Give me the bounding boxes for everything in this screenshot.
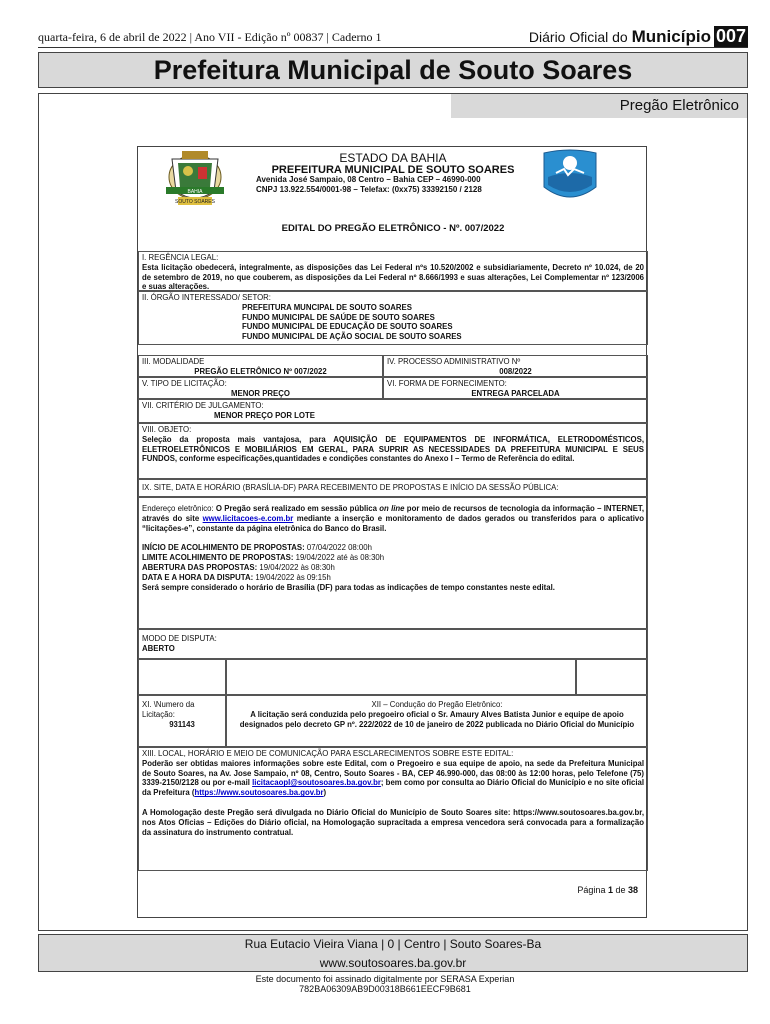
section-conducao xyxy=(226,695,648,747)
regencia-label: I. REGÊNCIA LEGAL: xyxy=(142,253,219,262)
tipo-label: V. TIPO DE LICITAÇÃO: xyxy=(142,379,227,388)
diario-name: Município xyxy=(631,27,711,46)
tipo-value: MENOR PREÇO xyxy=(231,388,290,398)
diario-prefix: Diário Oficial do xyxy=(528,29,628,45)
modo-value: ABERTO xyxy=(142,643,175,653)
esclarecimentos-text: ; bem como por consulta ao Diário Oficial do Município e no site oficial da Prefeitura ( xyxy=(142,778,644,798)
edital-document xyxy=(137,146,647,918)
licitacoes-link[interactable]: www.licitacoes-e.com.br xyxy=(202,513,294,523)
schedule-line xyxy=(142,553,644,563)
section-objeto xyxy=(138,423,648,479)
endereco-text: por meio de recursos de tecnologia da informação – INTERNET, através do site xyxy=(142,504,644,523)
page-number-badge: 007 xyxy=(715,26,746,46)
page-label: Página xyxy=(577,885,608,895)
criterio-value: MENOR PREÇO POR LOTE xyxy=(214,410,315,420)
esclarecimentos-paragraph xyxy=(142,759,644,798)
orgao-item: FUNDO MUNICIPAL DE AÇÃO SOCIAL DE SOUTO SOARES xyxy=(242,332,462,342)
signature-hash: 782BA06309AB9D00318B661EECF9B681 xyxy=(299,984,471,994)
timezone-note: Será sempre considerado o horário de Brasília (DF) para todas as indicações de tempo constantes neste edital. xyxy=(142,582,555,592)
page-of: de xyxy=(612,885,628,895)
numero-label: XI. \Numero da Licitação: xyxy=(142,700,195,719)
objeto-text: Seleção da proposta mais vantajosa, para AQUISIÇÃO DE EQUIPAMENTOS DE INFORMÁTICA, ELETRODOMÉSTICOS, ELETROELETRÔNICOS E MOBILIÁRIOS EM GERAL, PARA SUPRIR AS NECESSIDADES DA PREFEITURA MUNICIPAL E SEUS FUNDOS, conforme especificações,quantidades e condições constantes do Anexo I – Termo de Referência do edital. xyxy=(142,434,644,464)
esclarecimentos-text: Poderão ser obtidas maiores informações sobre este Edital, com o Pregoeiro e sua equipe de apoio, na sede da Prefeitura Municipal de Souto Soares, na Av. Jose Sampaio, nº 08, Centro, Souto Soares - BA, CEP 46.990-000, das 08:00 às 12:00 horas, pelo Telefone (75) 3339-2150/2128 ou por e-mail xyxy=(142,758,644,788)
section-tipo xyxy=(138,377,383,399)
signature-line: Este documento foi assinado digitalmente por SERASA Experian xyxy=(255,974,515,984)
empty-cell xyxy=(138,659,226,695)
page-footer xyxy=(38,934,748,972)
section-regencia xyxy=(138,251,648,291)
signature-block xyxy=(0,974,770,994)
page-total: 38 xyxy=(627,885,638,895)
schedule-value: 07/04/2022 08:00h xyxy=(304,543,372,553)
page-current: 1 xyxy=(607,885,613,895)
schedule-line xyxy=(142,543,644,553)
endereco-text: O Pregão será realizado em sessão pública xyxy=(215,504,380,513)
esclarecimentos-label: XIII. LOCAL, HORÁRIO E MEIO DE COMUNICAÇÃO PARA ESCLARECIMENTOS SOBRE ESTE EDITAL: xyxy=(142,749,514,758)
prefeitura-heading: PREFEITURA MUNICIPAL DE SOUTO SOARES xyxy=(271,164,515,176)
crest-band-text: BAHIA xyxy=(187,189,203,195)
empty-cell xyxy=(226,659,576,695)
section-criterio xyxy=(138,399,648,423)
forma-value: ENTREGA PARCELADA xyxy=(471,388,560,398)
schedule-label: DATA E A HORA DA DISPUTA: xyxy=(142,572,254,582)
schedule-line xyxy=(142,563,644,573)
diario-brand xyxy=(529,26,748,47)
doc-page-indicator xyxy=(577,885,638,895)
conducao-label: XII – Condução do Pregão Eletrônico: xyxy=(371,700,503,709)
orgao-label: II. ÓRGÃO INTERESSADO/ SETOR: xyxy=(142,293,271,302)
online-text: on line xyxy=(379,504,405,513)
section-label: Pregão Eletrônico xyxy=(451,94,747,118)
page-title: Prefeitura Municipal de Souto Soares xyxy=(38,52,748,88)
schedule-label: ABERTURA DAS PROPOSTAS: xyxy=(142,562,258,572)
schedule-label: LIMITE ACOLHIMENTO DE PROPOSTAS: xyxy=(142,553,294,563)
content-frame xyxy=(38,93,748,931)
forma-label: VI. FORMA DE FORNECIMENTO: xyxy=(387,379,507,388)
schedule-line xyxy=(142,573,644,583)
footer-address: Rua Eutacio Vieira Viana | 0 | Centro | Souto Soares-Ba xyxy=(244,937,542,951)
orgao-item: FUNDO MUNICIPAL DE EDUCAÇÃO DE SOUTO SOARES xyxy=(242,322,453,332)
section-orgao xyxy=(138,291,648,345)
modo-label: MODO DE DISPUTA: xyxy=(142,634,217,643)
schedule-label: INÍCIO DE ACOLHIMENTO DE PROPOSTAS: xyxy=(142,543,305,553)
schedule-value: 19/04/2022 até às 08:30h xyxy=(293,553,385,563)
edital-title: EDITAL DO PREGÃO ELETRÔNICO - Nº. 007/2022 xyxy=(281,223,505,234)
regencia-text: Esta licitação obedecerá, integralmente, as disposições das Lei Federal nºs 10.520/2002 e subsidiariamente, Decreto nº 10.024, de 20 de setembro de 2019, no que couberem, as disposições da Lei Federal nº 8.666/1993 e suas alterações, Lei Complementar nº 123/2006 e suas alterações. xyxy=(142,262,644,292)
prefeitura-site-link[interactable]: https://www.soutosoares.ba.gov.br xyxy=(194,788,324,798)
endereco-label: Endereço eletrônico: xyxy=(142,504,216,513)
orgao-item: PREFEITURA MUNCIPAL DE SOUTO SOARES xyxy=(242,302,412,312)
numero-value: 931143 xyxy=(169,719,195,729)
cnpj-line: CNPJ 13.922.554/0001-98 – Telefax: (0xx75) 33392150 / 2128 xyxy=(256,185,482,194)
esclarecimentos-text: ) xyxy=(323,788,327,798)
homologacao-text: A Homologação deste Pregão será divulgada no Diário Oficial do Município de Souto Soares site: https://www.soutosoares.ba.gov.br, nos Atos Oficias – Edições do Diário oficial, na Homologação supracitada a empresa vencedora será convocada para a formalização da assinatura do instrumento contratual. xyxy=(142,807,644,837)
state-heading: ESTADO DA BAHIA xyxy=(339,151,447,165)
section-esclarecimentos xyxy=(138,747,648,871)
section-site-body xyxy=(138,497,648,629)
edition-date-line: quarta-feira, 6 de abril de 2022 | Ano VII - Edição nº 00837 | Caderno 1 xyxy=(38,30,382,44)
processo-label: IV. PROCESSO ADMINISTRATIVO Nº xyxy=(387,357,521,366)
section-forma xyxy=(383,377,648,399)
schedule-value: 19/04/2022 às 08:30h xyxy=(257,562,335,572)
section-numero xyxy=(138,695,226,747)
criterio-label: VII. CRITÉRIO DE JULGAMENTO: xyxy=(142,401,264,410)
endereco-paragraph xyxy=(142,504,644,533)
processo-value: 008/2022 xyxy=(499,366,532,376)
modalidade-value: PREGÃO ELETRÔNICO Nº 007/2022 xyxy=(194,366,327,376)
modalidade-label: III. MODALIDADE xyxy=(142,357,205,366)
address-line: Avenida José Sampaio, 08 Centro – Bahia CEP – 46990-000 xyxy=(256,175,481,184)
section-site-label: IX. SITE, DATA E HORÁRIO (BRASÍLIA-DF) PARA RECEBIMENTO DE PROPOSTAS E INÍCIO DA SESSÃO PÚBLICA: xyxy=(138,479,648,497)
conducao-text: A licitação será conduzida pelo pregoeiro oficial o Sr. Amaury Alves Batista Junior e equipe de apoio designados pelo decreto GP nº. 222/2022 de 10 de janeiro de 2022 publicada no Diário Oficial do Município xyxy=(239,709,635,729)
objeto-label: VIII. OBJETO: xyxy=(142,425,192,434)
schedule-value: 19/04/2022 às 09:15h xyxy=(253,572,331,582)
section-modo xyxy=(138,629,648,659)
footer-site: www.soutosoares.ba.gov.br xyxy=(319,956,467,970)
endereco-text: mediante a inserção e monitoramento de dados gerados ou transferidos para o aplicativo “licitações-e”, constante da página eletrônica do Banco do Brasil. xyxy=(142,513,644,533)
edition-header xyxy=(38,28,748,48)
empty-cell xyxy=(576,659,648,695)
crest-ribbon-text: SOUTO SOARES xyxy=(175,199,215,205)
section-processo xyxy=(383,355,648,377)
email-link[interactable]: licitacaopl@soutosoares.ba.gov.br xyxy=(252,778,381,788)
orgao-item: FUNDO MUNICIPAL DE SAÚDE DE SOUTO SOARES xyxy=(242,312,435,322)
section-modalidade xyxy=(138,355,383,377)
